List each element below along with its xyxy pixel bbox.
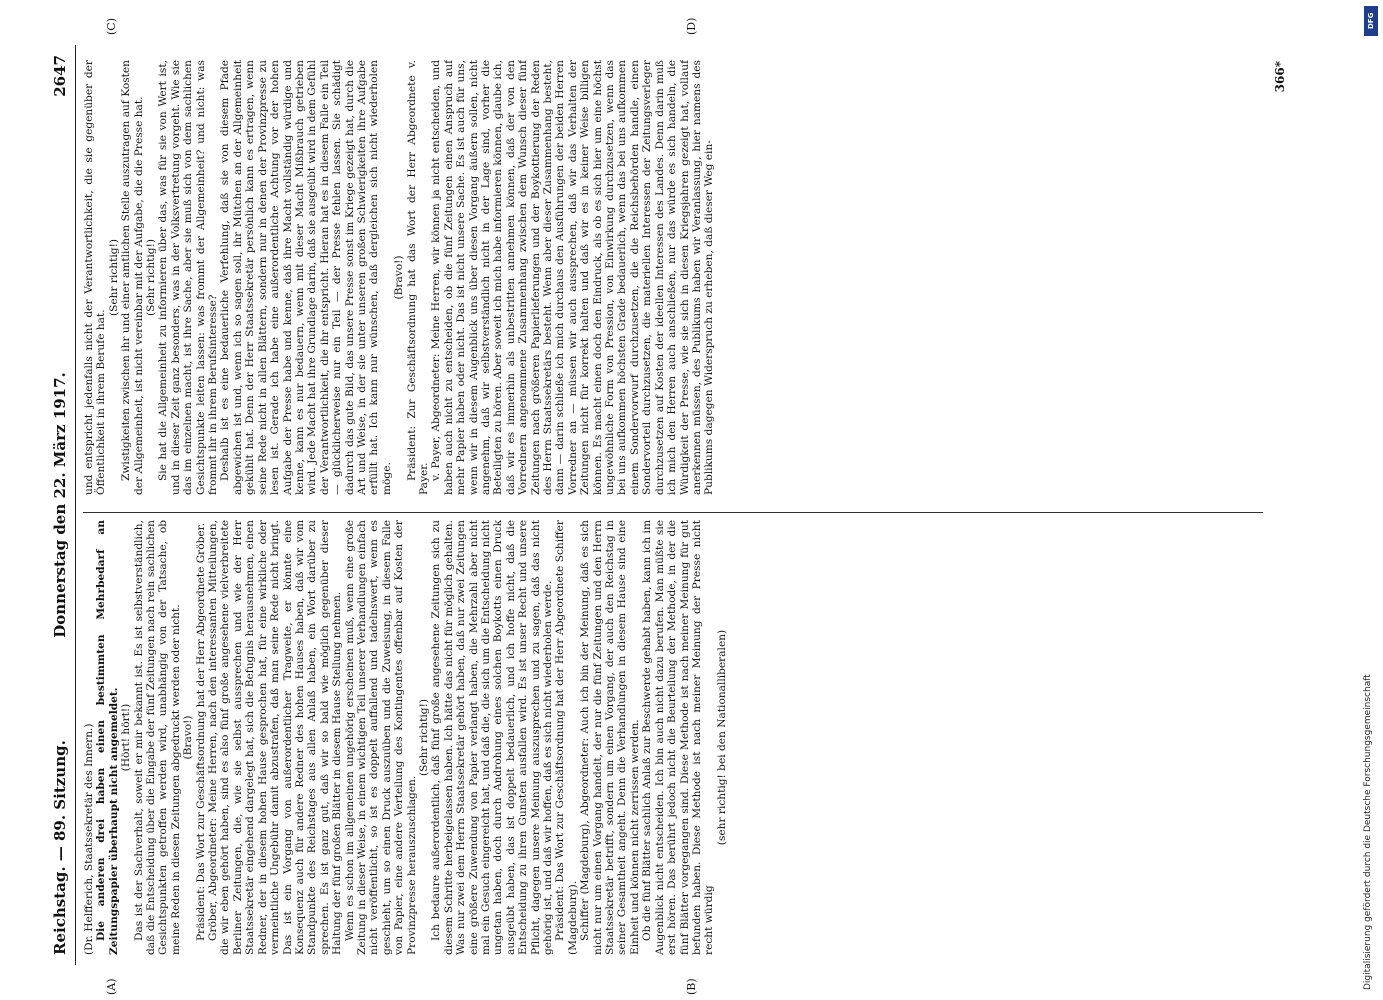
margin-mark-a: (A) — [105, 978, 118, 995]
margin-mark-d: (D) — [685, 17, 698, 35]
interjection: (Sehr richtig!) — [107, 239, 120, 316]
dfg-logo: DFG — [1364, 6, 1378, 36]
paragraph: Die anderen drei haben einen bestimmten Mehrbedarf an Zeitungspapier überhaupt nicht angemeldet. — [95, 520, 120, 955]
speaker-note: (Dr. Helfferich, Staatssekretär des Innern.) — [83, 723, 95, 955]
interjection: (Bravo!) — [393, 255, 406, 300]
digitization-notice: Digitalisierung gefördert durch die Deutsche Forschungsgemeinschaft — [1363, 674, 1373, 990]
paragraph: Deshalb ist es eine bedauerliche Verfehlung, daß sie von diesem Pfade abgewichen ist und, wenn ich so sagen soll, ihr Mütchen an der Allgemeinheit gekühlt hat. Denn der Herr Staatssekretär persönlich kann es ertragen, wenn seine Rede nicht in allen Blättern, sondern nur in denen der Provinzpresse zu lesen ist. Gerade ich habe eine außerordentliche Achtung vor der hohen Aufgabe der Presse habe und kenne, daß ihre Macht vollständig würdige und kenne, kann es nur bedauern, wenn mit dieser Macht Mißbrauch getrieben wird. Jede Macht hat ihre Grundlage darin, daß sie ausgeübt wird in dem Gefühl der Verantwortlichkeit, die ihr entspricht. Hieran hat es in diesem Falle ein Teil — glücklicherweise nur ein Teil — der Presse fehlen lassen. Sie schädigt dadurch das gute Bild, das unsere Presse sonst im Kriege gezeigt hat, durch die Art und Weise, in der sie unter unseren großen Schwierigkeiten ihre Aufgabe erfüllt hat. Ich kann nur wünschen, daß dergleichen sich nicht wiederholen möge. — [219, 60, 393, 495]
paragraph: Das ist der Sachverhalt, soweit er mir bekannt ist. Es ist selbstverständlich, daß die Entscheidung über die Eingabe der fünf Zeitungen nach rein sachlichen Gesichtspunkten getroffen werden wird, unabhängig von der Tatsache, ob meine Reden in diesen Zeitungen abgedruckt werden oder nicht. — [132, 520, 182, 955]
paragraph: Ob die fünf Blätter sachlich Anlaß zur Beschwerde gehabt haben, kann ich im Augenblick nicht entscheiden. Ich bin auch nicht dazu berufen. Man müßte sie erst hören. Das berührt jedoch nicht die Beurteilung der Methode, in der die fünf Blätter vorgegangen sind. Diese Methode ist nach meiner Meinung für gut befunden haben. Diese Methode ist nach meiner Meinung der Presse nicht recht würdig — [641, 520, 716, 955]
right-column — [83, 60, 1263, 495]
interjection: (sehr richtig! bei den Nationalliberalen) — [715, 629, 728, 846]
interjection: (Sehr richtig!) — [145, 239, 158, 316]
page-number: 2647 — [51, 55, 69, 97]
interjection: (Bravo!) — [182, 715, 195, 760]
interjection: (Hört! hört!) — [120, 703, 133, 772]
paragraph: Wenn es schon im allgemeinen ungehörig erscheinen muß, wenn eine große Zeitung in dieser Weise, in einem wichtigen Teil unserer Verhandlungen einfach nicht veröffentlicht, so ist es doppelt auffallend und tadelnswert, wenn es geschieht, um so einen Druck auszuüben und die Zuweisung, in diesem Falle von Papier, eine andere Verteilung des Kontingentes offenbar auf Kosten der Provinzpresse herauszuschlagen. — [343, 520, 418, 955]
column-divider — [83, 512, 1263, 513]
page-header — [45, 45, 76, 965]
interjection: (Sehr richtig!) — [417, 699, 430, 776]
president-remark: Präsident: Das Wort zur Geschäftsordnung hat der Herr Abgeordnete Gröber. — [194, 523, 207, 941]
document-page — [45, 17, 1335, 995]
margin-mark-c: (C) — [105, 18, 118, 35]
president-remark: Präsident: Zur Geschäftsordnung hat das Wort der Herr Abgeordnete v. Payer. — [405, 60, 430, 495]
header-left: Reichstag. — 89. Sitzung. — [51, 740, 69, 955]
speech-groeber: Gröber, Abgeordneter: Meine Herren, nach den interessanten Mitteilungen, die wir eben gehört haben, sind es also fünf große angesehene vielverbreitete Berliner Zeitungen, die, wie sie selbst aussprechen und wie der Herr Staatssekretär eingehend dargelegt hat, sich die Befugnis herausnehmen, einen Redner, der in diesem hohen Hause gesprochen hat, für eine wirkliche oder vermeintliche Ungebühr damit abzustrafen, daß man seine Rede nicht bringt. Das ist ein Vorgang von außerordentlicher Tragweite, er könnte eine Konsequenz auch für andere Redner des hohen Hauses haben, daß wir vom Standpunkte des Reichstages aus allen Anlaß haben, ein Wort darüber zu sprechen. Es ist ganz gut, daß wir so bald wie möglich gegenüber dieser Haltung der fünf großen Blätter in diesem Hause Stellung nehmen. — [207, 520, 344, 955]
speech-schiffer: Schiffer (Magdeburg), Abgeordneter: Auch ich bin der Meinung, daß es sich nicht nur um einen Vorgang handelt, der nur die fünf Zeitungen und den Herrn Staatssekretär betrifft, sondern um einen Vorgang, der auch den Reichstag in seiner Gesamtheit angeht. Denn die Verhandlungen in diesem Hause sind eine Einheit und können nicht zerrissen werden. — [579, 520, 641, 955]
paragraph: Ich bedaure außerordentlich, daß fünf große angesehene Zeitungen sich zu diesem Schritte herbeigelassen haben. Ich hätte das nicht für möglich gehalten. Was nur zwei dem Herrn Staatssekretär gehört haben, daß nur zwei Zeitungen eine größere Zuwendung von Papier verlangt haben, die Mehrzahl aber nicht mal ein Gesuch eingereicht hat, und daß die, die sich um die Entscheidung nicht ungetan haben, doch durch Androhung eines solchen Boykotts einen Druck ausgeübt haben, das ist doppelt bedauerlich, und ich hoffe nicht, daß die Entscheidung zu ihren Gunsten ausfallen wird. Es ist unser Recht und unsere Pflicht, dagegen unsere Meinung auszusprechen und zu sagen, daß das nicht gehörig ist, und daß wir hoffen, daß es sich nicht wiederholen werde. — [430, 520, 555, 955]
paragraph: Zwistigkeiten zwischen ihr und einer amtlichen Stelle auszutragen auf Kosten der Allgemeinheit, ist nicht vereinbar mit der Aufgabe, die die Presse hat. — [120, 60, 145, 495]
left-column — [83, 520, 1263, 955]
paragraph: Sie hat die Allgemeinheit zu informieren über das, was für sie von Wert ist, und in dieser Zeit ganz besonders, was in der Volksvertretung vorgeht. Wie sie das im einzelnen macht, ist ihre Sache, aber sie muß sich von dem sachlichen Gesichtspunkte leiten lassen: was frommt der Allgemeinheit? und nicht: was frommt ihr in ihrem Berufsinteresse? — [157, 60, 220, 495]
signature-mark: 366* — [1273, 61, 1287, 93]
speech-payer: v. Payer, Abgeordneter: Meine Herren, wir können ja nicht entscheiden, und haben auch nicht zu entscheiden, ob die fünf Zeitungen einen Anspruch auf mehr Papier haben oder nicht. Das ist nicht unsere Sache. Es ist auch für uns, wenn wir in diesem Augenblick uns über diesen Vorgang äußern sollen, nicht angenehm, daß wir selbstverständlich nicht in der Lage sind, vorher die Beteiligten zu hören. Aber soweit ich mich habe informieren können, glaube ich, daß wir es immerhin als unbestritten annehmen können, daß der von den Vorrednern angenommene Zusammenhang zwischen dem Wunsch dieser fünf Zeitungen nach größeren Papierlieferungen und der Boykottierung der Reden des Herrn Staatssekretärs besteht. Wenn aber dieser Zusammenhang besteht, dann — darin schließe ich mich durchaus den Ausführungen der beiden Herren Vorredner an — müssen wir auch aussprechen, daß wir das Verhalten der Zeitungen nicht für korrekt halten und daß wir es in keiner Weise billigen können. Es macht einen doch den Eindruck, als ob es sich hier um eine höchst ungewöhnliche Form von Pression, von Einwirkung durchzusetzen, wenn das bei uns aufkommen höchsten Grade bedauerlich, wenn das bei uns aufkommen einem Sondervorwurf durchzusetzen, die die Reichsbehörden handle, einen Sondervorteil durchzusetzen, die materiellen Interessen der Zeitungsverleger durchzusetzen auf Kosten der ideellen Interessen des Landes. Denn darin muß ich mich den Herren auch anschließen, nur das würde es sich handeln, die Würdigkeit der Presse, wie sie sich in diesen Kriegsjahren gezeigt hat, vollauf anerkennen müssen, des Publikums haben wir Veranlassung, hier namens des Publikums dagegen Widerspruch zu erheben, daß dieser Weg ein- — [430, 60, 716, 495]
president-remark: Präsident: Das Wort zur Geschäftsordnung hat der Herr Abgeordnete Schiffer (Magdeburg). — [554, 520, 579, 955]
paragraph: und entspricht jedenfalls nicht der Verantwortlichkeit, die sie gegenüber der Öffentlichkeit in ihrem Berufe hat. — [83, 60, 108, 495]
margin-mark-b: (B) — [685, 978, 698, 995]
header-date: Donnerstag den 22. März 1917. — [51, 372, 69, 638]
